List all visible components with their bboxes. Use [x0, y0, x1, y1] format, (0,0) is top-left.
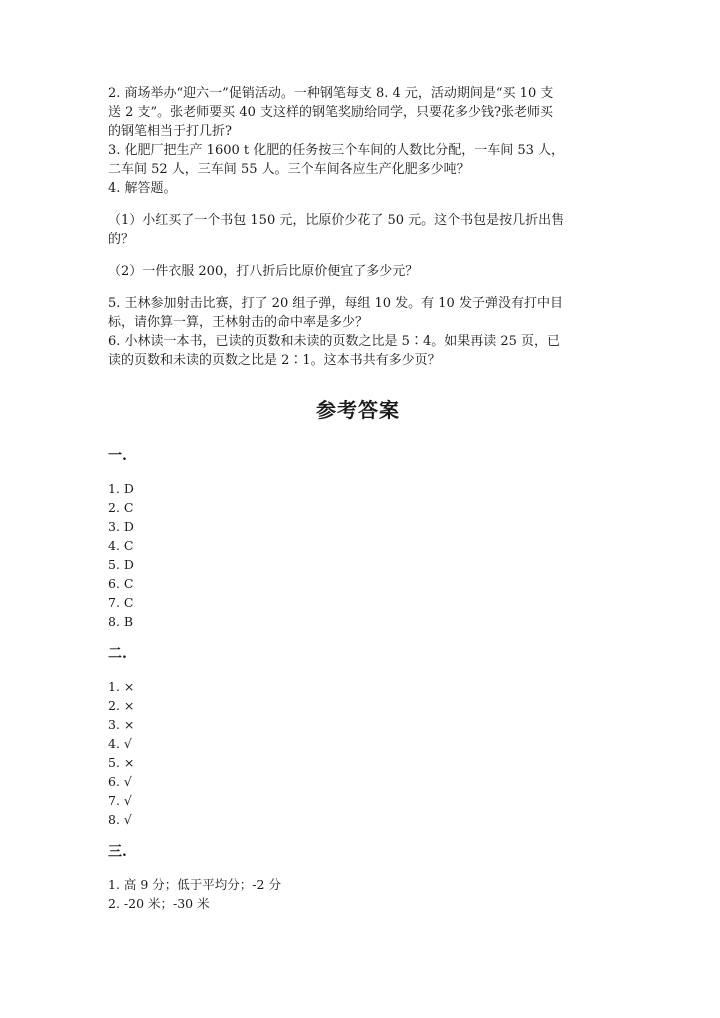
answer-item: 4. √ [108, 736, 132, 751]
answer-item: 2. × [108, 698, 135, 713]
text-line: 的？ [108, 232, 135, 247]
text-line: 读的页数和未读的页数之比是 2∶1。这本书共有多少页？ [108, 353, 441, 368]
text-line: 3. 化肥厂把生产 1600 t 化肥的任务按三个车间的人数比分配，一车间 53 人， [108, 143, 565, 158]
answer-item: 5. × [108, 755, 135, 770]
text-line: 2. 商场举办“迎六一”促销活动。一种钢笔每支 8. 4 元，活动期间是“买 10 支 [108, 86, 554, 101]
answer-item: 1. × [108, 679, 135, 694]
text-line: 6. 小林读一本书，已读的页数和未读的页数之比是 5∶4。如果再读 25 页，已 [108, 334, 561, 349]
answer-item: 7. C [108, 595, 134, 610]
question-6 [108, 332, 608, 370]
answer-item: 3. D [108, 519, 134, 534]
text-line: 二车间 52 人，三车间 55 人。三个车间各应生产化肥多少吨？ [108, 162, 470, 177]
answer-item: 7. √ [108, 793, 132, 808]
answer-item: 4. C [108, 538, 134, 553]
text-line: 标，请你算一算，王林射击的命中率是多少？ [108, 315, 369, 330]
text-line: 5. 王林参加射击比赛，打了 20 组子弹，每组 10 发。有 10 发子弹没有打中目 [108, 296, 563, 311]
answer-item: 2. -20 米；-30 米 [108, 896, 210, 911]
text-line: 的钢笔相当于打几折? [108, 124, 232, 139]
question-4: 4. 解答题。 [108, 181, 177, 196]
answer-item: 8. √ [108, 812, 132, 827]
answer-item: 1. D [108, 481, 134, 496]
question-2 [108, 84, 608, 141]
question-4-1 [108, 211, 608, 249]
answer-item: 6. C [108, 576, 134, 591]
text-line: 送 2 支”。张老师要买 40 支这样的钢笔奖励给同学，只要花多少钱?张老师买 [108, 105, 553, 120]
answer-list-3 [108, 875, 608, 913]
question-5 [108, 294, 608, 332]
answer-item: 1. 高 9 分；低于平均分；-2 分 [108, 877, 281, 892]
text-line: （1）小红买了一个书包 150 元，比原价少花了 50 元。这个书包是按几折出售 [108, 213, 565, 228]
question-3 [108, 141, 608, 179]
section-heading-3: 三. [108, 844, 127, 860]
question-4-2: （2）一件衣服 200，打八折后比原价便宜了多少元？ [108, 264, 419, 279]
answer-item: 5. D [108, 557, 134, 572]
answer-item: 3. × [108, 717, 135, 732]
answer-item: 6. √ [108, 774, 132, 789]
document-page [108, 84, 608, 913]
answers-title: 参考答案 [316, 398, 400, 422]
answer-list-2 [108, 677, 608, 829]
section-heading-1: 一. [108, 448, 127, 464]
answer-list-1 [108, 479, 608, 631]
answer-item: 8. B [108, 614, 134, 629]
section-heading-2: 二. [108, 646, 127, 662]
answer-item: 2. C [108, 500, 134, 515]
